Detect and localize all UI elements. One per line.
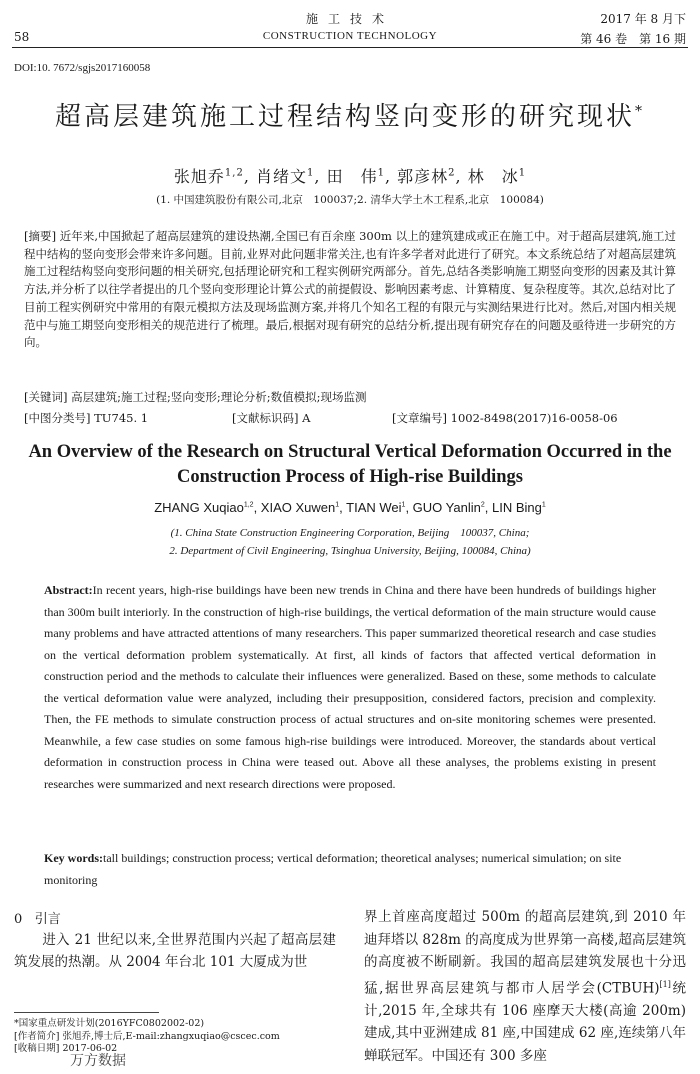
article-number bbox=[392, 410, 618, 426]
author-cn-name: 田 伟 bbox=[326, 167, 378, 186]
author-en-name: LIN Bing bbox=[491, 500, 542, 515]
abstract-cn-label: [摘要] bbox=[24, 229, 57, 243]
section-title: 引言 bbox=[34, 912, 61, 927]
watermark: 万方数据 bbox=[70, 1053, 126, 1069]
author-en-name: ZHANG Xuqiao bbox=[154, 500, 244, 515]
author-cn-name: 肖绪文 bbox=[256, 167, 308, 186]
abstract-en-text: In recent years, high-rise buildings have been new trends in China and there have been hundreds of buildings higher than 300m built interiorly. In the construction of high-rise buildings, the vertical deformation of the main structure would cause many problems and have attracted attentions of many researchers. This paper summarized theoretical research and case studies on the vertical deformation problem systematically. At first, all kinds of factors that affected vertical deformation in construction period and the methods to calculate their influences were generalized. Based on these, some methods to calculate the vertical deformation value were analyzed, including their presupposition, considered factors, precision and complexity. Then, the FE methods to simulate construction process of actual structures and on-site monitoring schemes were presented. Meanwhile, a few case studies on some famous high-rise buildings were introduced. Moreover, the standards about vertical deformation in construction process in China were teased out. Above all these analyses, the problems existing in present researches were summarized and next research directions were proposed. bbox=[44, 583, 656, 791]
keywords-cn-text: 高层建筑;施工过程;竖向变形;理论分析;数值模拟;现场监测 bbox=[71, 390, 367, 404]
authors-en: ZHANG Xuqiao$^{1,2}$, XIAO Xuwen$^1$, TIAN Wei$^1$, GUO Yanlin$^2$, LIN Bing$^1$ bbox=[154, 500, 546, 515]
keywords-en bbox=[44, 848, 656, 891]
author-cn-sup: 1 bbox=[377, 167, 385, 179]
footnote-author-text: 张旭乔,博士后,E-mail:zhangxuqiao@cscec.com bbox=[62, 1030, 280, 1042]
author-cn-sup: 2 bbox=[448, 167, 456, 179]
doi[interactable]: DOI:10. 7672/sgjs2017160058 bbox=[14, 62, 151, 74]
citation-ref[interactable]: [1] bbox=[659, 979, 671, 989]
footnotes bbox=[14, 1018, 344, 1056]
section-heading bbox=[14, 908, 61, 927]
footnote-fund: *国家重点研发计划(2016YFC0802002-02) bbox=[14, 1018, 205, 1029]
doc-value: A bbox=[302, 411, 311, 425]
affiliation-cn: (1. 中国建筑股份有限公司,北京 100037;2. 清华大学土木工程系,北京 100084) bbox=[156, 194, 544, 206]
body-right-text-1: 界上首座高度超过 500m 的超高层建筑,到 2010 年迪拜塔以 828m 的高度成为世界第一高楼,超高层建筑的高度被不断刷新。我国的超高层建筑发展也十分迅猛,据世界高层建筑与都市人居学会(CTBUH) bbox=[364, 909, 686, 996]
page-number: 58 bbox=[14, 30, 30, 44]
author-en-sup: 1 bbox=[335, 501, 340, 509]
clc-number bbox=[24, 410, 148, 426]
author-en-sup: 2 bbox=[480, 501, 485, 509]
abstract-en bbox=[44, 580, 656, 795]
author-en-sup: 1 bbox=[541, 501, 546, 509]
keywords-en-label: Key words: bbox=[44, 851, 103, 865]
abstract-cn-text: 近年来,中国掀起了超高层建筑的建设热潮,全国已有百余座 300m 以上的建筑建成或正在施工中。对于超高层建筑,施工过程中结构的竖向变形会带来许多问题。目前,业界对此问题非常关注,也有许多学者对此进行了研究。本文系统总结了对超高层建筑施工过程结构竖向变形问题的相关研究,包括理论研究和工程实例研究两部分。首先,总结各类影响施工期竖向变形的因素及其计算方法,并分析了以往学者提出的几个竖向变形理论计算公式的前提假设、影响因素考虑、计算精度、复杂程度等。其次,总结对比了目前工程实例研究中常用的有限元模拟方法及现场监测方案,并将几个知名工程的有限元与实测结果进行比对。然后,对国内相关规范中与施工期竖向变形相关的规范进行了梳理。最后,根据对现有研究的总结分析,提出现有研究存在的问题及亟待进一步研究的方向。 bbox=[24, 229, 676, 350]
title-footnote-mark: * bbox=[635, 103, 645, 120]
authors-cn: 张旭乔$^{1,2}$, 肖绪文$^1$, 田 伟$^1$, 郭彦林$^2$, 林 冰$^1$ bbox=[173, 167, 527, 186]
footnote-received-label: [收稿日期] bbox=[14, 1043, 60, 1054]
author-cn-name: 张旭乔 bbox=[173, 167, 225, 186]
author-cn-sup: 1,2 bbox=[224, 167, 244, 179]
footnote-rule bbox=[14, 1012, 159, 1013]
clc-label: [中图分类号] bbox=[24, 411, 91, 425]
body-left-column bbox=[14, 929, 336, 973]
author-cn-name: 林 冰 bbox=[467, 167, 519, 186]
author-en-sup: 1 bbox=[401, 501, 406, 509]
affiliation-en-2: 2. Department of Civil Engineering, Tsinghua University, Beijing, 100084, China) bbox=[169, 545, 531, 557]
article-label: [文章编号] bbox=[392, 411, 447, 425]
author-cn-sup: 1 bbox=[518, 167, 527, 179]
clc-value: TU745. 1 bbox=[94, 411, 149, 425]
header-rule bbox=[12, 47, 688, 48]
body-left-text: 进入 21 世纪以来,全世界范围内兴起了超高层建筑发展的热潮。从 2004 年台北 101 大厦成为世 bbox=[14, 932, 336, 970]
title-cn bbox=[0, 96, 700, 133]
author-cn-name: 郭彦林 bbox=[397, 167, 449, 186]
title-en: An Overview of the Research on Structural Vertical Deformation Occurred in the Construction Process of High-rise Buildings bbox=[28, 442, 672, 487]
article-value: 1002-8498(2017)16-0058-06 bbox=[450, 411, 618, 425]
section-number: 0 bbox=[14, 912, 23, 927]
keywords-cn bbox=[24, 389, 676, 405]
author-en-name: GUO Yanlin bbox=[412, 500, 481, 515]
abstract-en-label: Abstract: bbox=[44, 583, 93, 597]
author-en-name: TIAN Wei bbox=[346, 500, 402, 515]
document-code bbox=[232, 410, 310, 426]
doc-label: [文献标识码] bbox=[232, 411, 299, 425]
abstract-cn bbox=[24, 228, 676, 352]
author-en-sup: 1,2 bbox=[243, 501, 254, 509]
footnote-author bbox=[14, 1031, 344, 1044]
affiliation-en-1: (1. China State Construction Engineering Corporation, Beijing 100037, China; bbox=[170, 527, 530, 539]
title-cn-text: 超高层建筑施工过程结构竖向变形的研究现状 bbox=[54, 102, 635, 132]
issue-date: 2017 年 8 月下 bbox=[600, 12, 686, 26]
author-cn-sup: 1 bbox=[307, 167, 315, 179]
keywords-cn-label: [关键词] bbox=[24, 390, 68, 404]
body-right-column bbox=[364, 906, 686, 1067]
footnote-received-text: 2017-06-02 bbox=[62, 1043, 118, 1054]
author-en-name: XIAO Xuwen bbox=[260, 500, 336, 515]
footnote-author-label: [作者简介] bbox=[14, 1030, 60, 1042]
journal-name-cn: 施工技术 bbox=[305, 12, 394, 26]
body-right-text-2: 统计,2015 年,全球共有 106 座摩天大楼(高逾 200m)建成,其中亚洲建成 81 座,中国建成 62 座,连续第八年蝉联冠军。中国还有 300 多座 bbox=[364, 980, 687, 1064]
keywords-en-text: tall buildings; construction process; vertical deformation; theoretical analyses; numerical simulation; on site monitoring bbox=[44, 851, 622, 887]
footnote-received bbox=[14, 1043, 344, 1056]
journal-name-en: CONSTRUCTION TECHNOLOGY bbox=[262, 30, 438, 42]
issue-volume: 第 46 卷 第 16 期 bbox=[580, 32, 686, 46]
